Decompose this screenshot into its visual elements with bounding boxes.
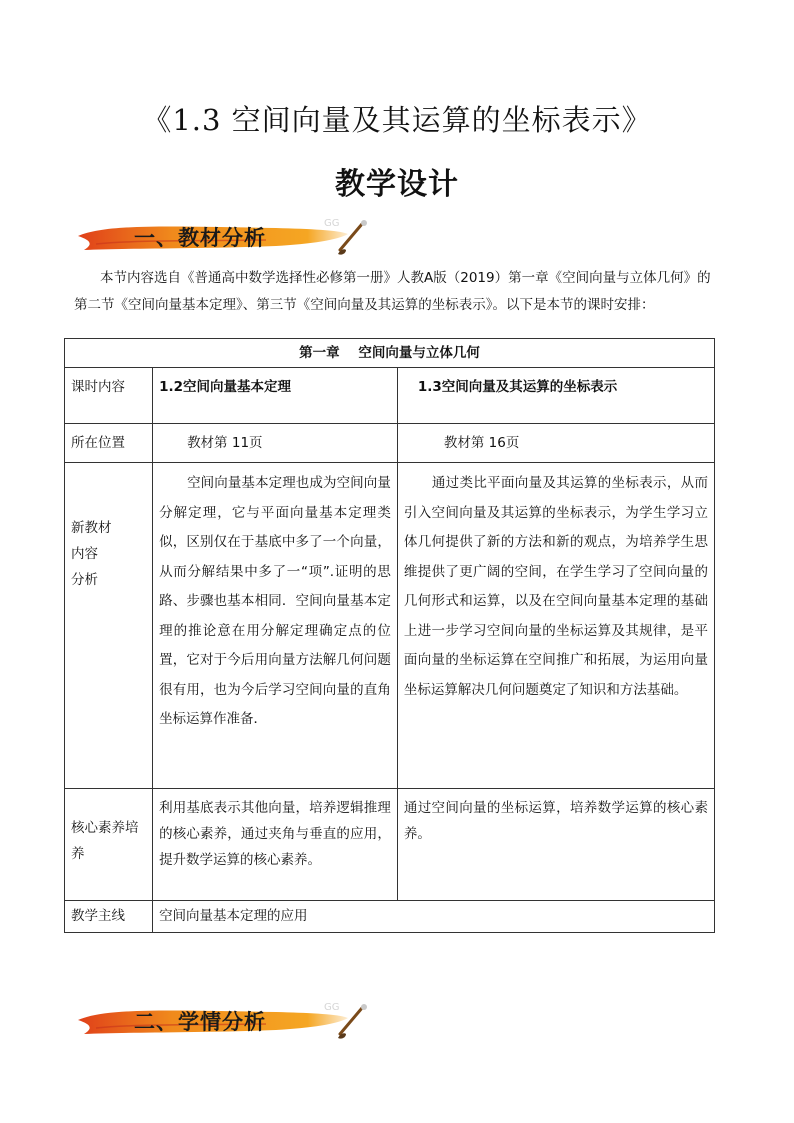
- cell-literacy-1-3: [397, 789, 714, 901]
- row-label-text: 教学主线: [71, 908, 125, 924]
- literacy-1-2-text: 利用基底表示其他向量，培养逻辑推理的核心素养，通过夹角与垂直的应用，提升数学运算的核心素养。: [159, 800, 391, 868]
- row-label-content: [65, 368, 153, 424]
- cell-lesson-1-3: [397, 368, 714, 424]
- analysis-1-3-text: 通过类比平面向量及其运算的坐标表示，从而引入空间向量及其运算的坐标表示，为学生学习立体几何提供了新的方法和新的观点，为培养学生思维提供了更广阔的空间，在学生学习了空间向量的几何形式和运算，以及在空间向量基本定理的基础上进一步学习空间向量的坐标运算及其规律，是平面向量的坐标运算在空间推广和拓展，为运用向量坐标运算解决几何问题奠定了知识和方法基础。: [403, 475, 708, 698]
- table-row-analysis: [65, 463, 715, 789]
- lesson-1-2-title: 1.2空间向量基本定理: [159, 379, 291, 395]
- cell-literacy-1-2: [153, 789, 398, 901]
- cell-location-1-3: [397, 424, 714, 463]
- location-1-3-text: 教材第 16页: [443, 435, 520, 451]
- svg-text:GG: GG: [324, 218, 340, 229]
- cell-location-1-2: [153, 424, 398, 463]
- table-header-cell: [65, 339, 715, 368]
- row-label-mainline: [65, 901, 153, 933]
- row-label-line: 分析: [71, 572, 98, 588]
- cell-lesson-1-2: [153, 368, 398, 424]
- table-row-mainline: [65, 901, 715, 933]
- section-banner-textbook-analysis: [76, 216, 376, 256]
- chapter-title: 第一章 空间向量与立体几何: [299, 345, 480, 361]
- section-banner-student-analysis: [76, 1000, 376, 1040]
- location-1-2-text: 教材第 11页: [187, 435, 263, 451]
- row-label-text: 课时内容: [71, 379, 125, 395]
- section-banner-label: 一、教材分析: [134, 226, 266, 250]
- mainline-text: 空间向量基本定理的应用: [159, 908, 308, 924]
- row-label-literacy: [65, 789, 153, 901]
- cell-analysis-1-3: [397, 463, 714, 789]
- cell-mainline: [153, 901, 715, 933]
- row-label-text: 所在位置: [71, 435, 125, 451]
- cell-analysis-1-2: [153, 463, 398, 789]
- table-row-content: [65, 368, 715, 424]
- row-label-location: [65, 424, 153, 463]
- analysis-1-2-text: 空间向量基本定理也成为空间向量分解定理，它与平面向量基本定理类似，区别仅在于基底中多了一个向量，从而分解结果中多了一“项”.证明的思路、步骤也基本相同．空间向量基本定理的推论意在用分解定理确定点的位置，它对于今后用向量方法解几何问题很有用，也为今后学习空间向量的直角坐标运算作准备．: [159, 475, 391, 727]
- intro-paragraph: [74, 265, 724, 319]
- lesson-1-3-title: 1.3空间向量及其运算的坐标表示: [417, 379, 618, 395]
- table-row-location: [65, 424, 715, 463]
- intro-text: 本节内容选自《普通高中数学选择性必修第一册》人教A版（2019）第一章《空间向量与立体几何》的第二节《空间向量基本定理》、第三节《空间向量及其运算的坐标表示》。以下是本节的课时安排：: [74, 270, 711, 313]
- svg-text:GG: GG: [324, 1002, 340, 1013]
- row-label-line: 新教材: [71, 520, 112, 536]
- row-label-line: 内容: [71, 546, 98, 562]
- row-label-analysis: [65, 463, 153, 789]
- table-row-literacy: [65, 789, 715, 901]
- table-header-row: [65, 339, 715, 368]
- document-subtitle: 教学设计: [335, 167, 459, 202]
- literacy-1-3-text: 通过空间向量的坐标运算，培养数学运算的核心素养。: [403, 800, 708, 842]
- lesson-schedule-table: [64, 338, 715, 933]
- document-title: 《1.3 空间向量及其运算的坐标表示》: [142, 103, 652, 137]
- section-banner-label: 二、学情分析: [134, 1010, 266, 1034]
- row-label-text: 核心素养培养: [71, 820, 139, 862]
